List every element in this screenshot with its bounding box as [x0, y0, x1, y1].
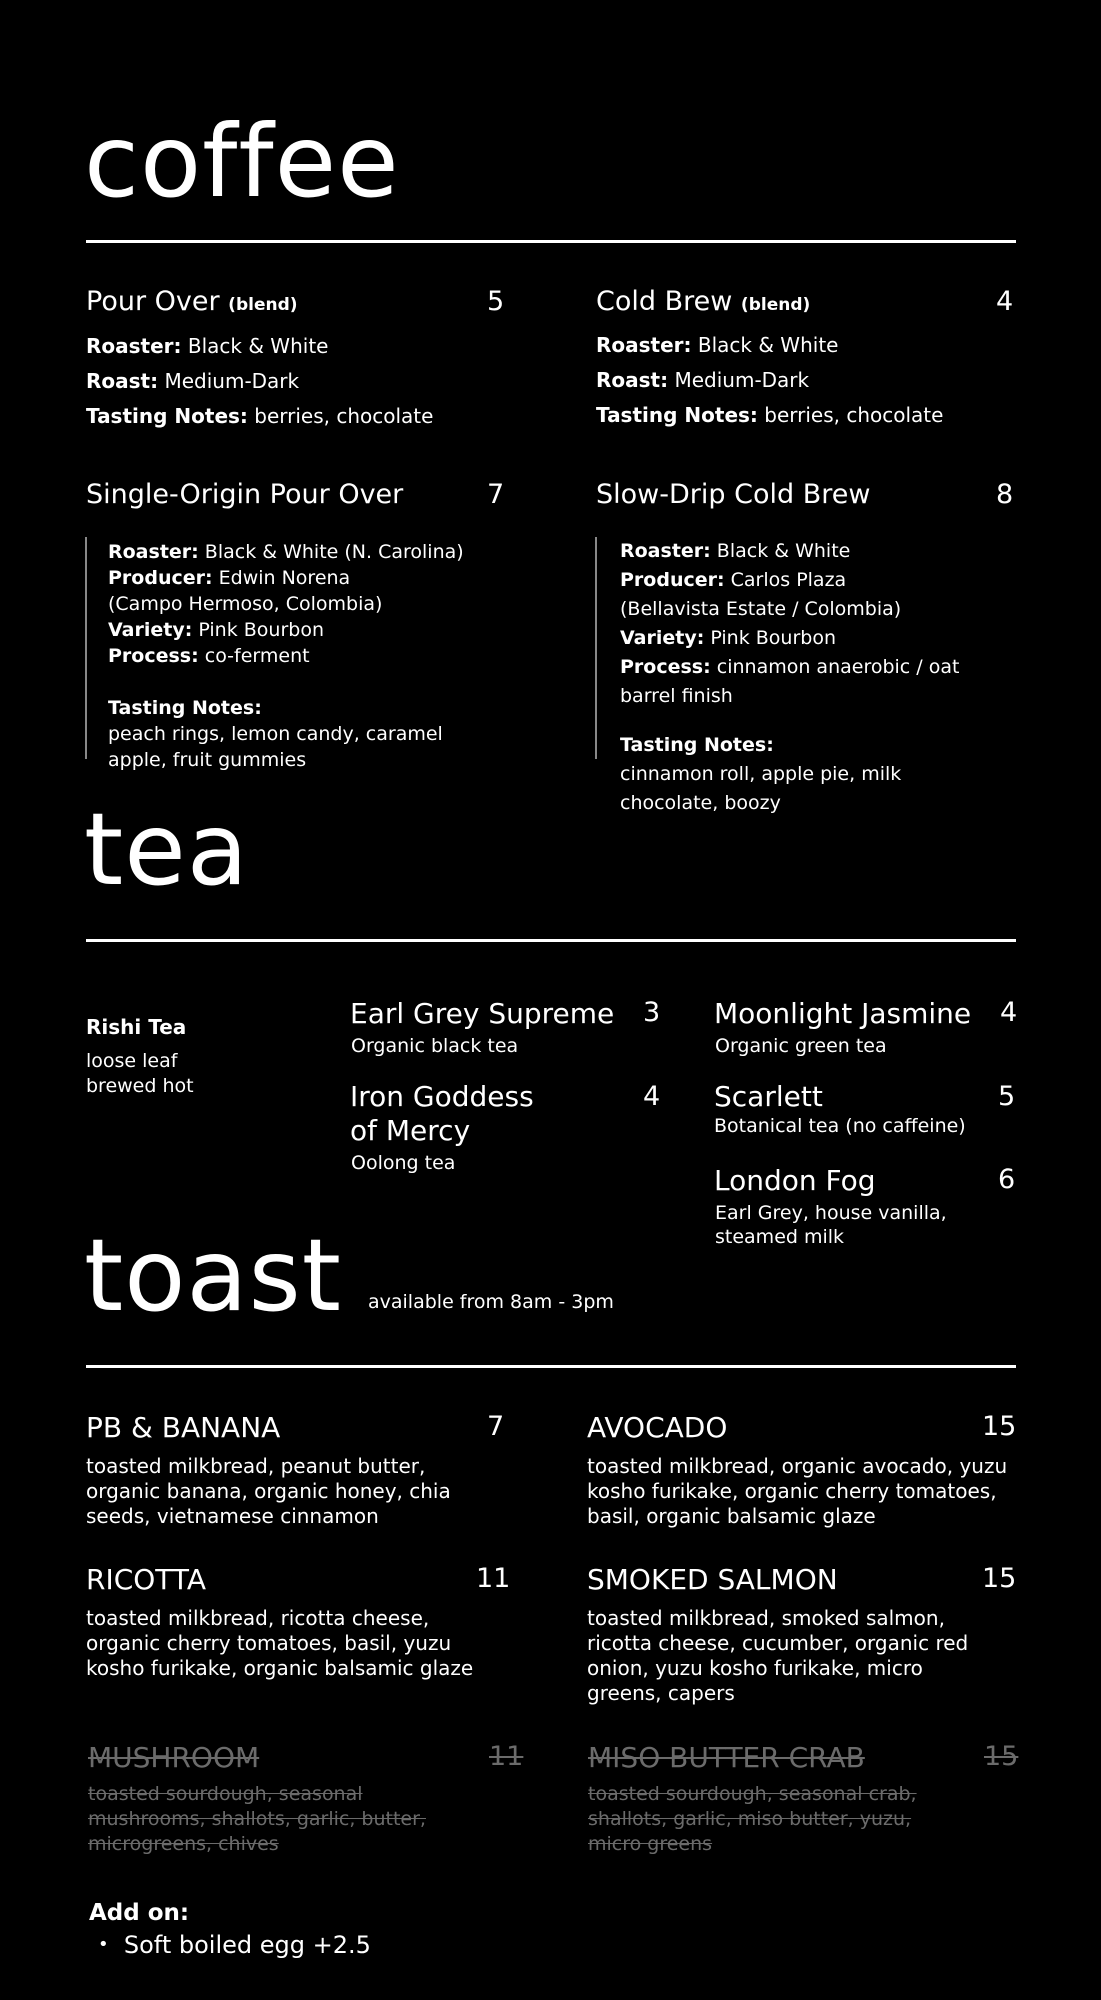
menu-item-name: Cold Brew (blend) — [596, 286, 811, 317]
toast-item-desc-unavailable: toasted sourdough, seasonal crab, shallots, garlic, miso butter, yuzu, micro greens — [588, 1783, 917, 1855]
tea-item-name: Iron Goddess of Mercy — [350, 1080, 534, 1147]
toast-item-desc: toasted milkbread, smoked salmon, ricotta cheese, cucumber, organic red onion, yuzu kosho furikake, micro greens, capers — [587, 1606, 969, 1705]
tea-item-name: Moonlight Jasmine — [714, 997, 972, 1030]
menu-item-price: 8 — [996, 479, 1014, 510]
origin-details-panel: Roaster: Black & White (N. Carolina) Producer: Edwin Norena (Campo Hermoso, Colombia) Variety: Pink Bourbon Process: co-ferment Tasting Notes: peach rings, lemon candy, caramel apple, fruit gummies — [85, 537, 528, 759]
toast-item-name: AVOCADO — [587, 1411, 728, 1444]
tea-item-price: 4 — [1000, 997, 1018, 1028]
toast-item-desc: toasted milkbread, ricotta cheese, organic cherry tomatoes, basil, yuzu kosho furikake, organic balsamic glaze — [86, 1606, 474, 1680]
addon-list — [98, 1931, 371, 1959]
menu-item-price: 7 — [487, 479, 505, 510]
tea-item-desc: Organic black tea — [351, 1035, 519, 1057]
toast-item-desc: toasted milkbread, organic avocado, yuzu kosho furikake, organic cherry tomatoes, basil, organic balsamic glaze — [587, 1454, 1008, 1528]
toast-item-name: RICOTTA — [86, 1563, 206, 1596]
toast-item-price-unavailable: 11 — [489, 1741, 524, 1772]
toast-item-price: 15 — [982, 1411, 1017, 1442]
toast-section-title: toast — [84, 1217, 342, 1334]
tea-divider — [86, 939, 1016, 942]
tea-item-name: Scarlett — [714, 1080, 823, 1113]
toast-item-desc: toasted milkbread, peanut butter, organic banana, organic honey, chia seeds, vietnamese cinnamon — [86, 1454, 451, 1528]
menu-item-details: Roaster: Black & White Roast: Medium-Dark Tasting Notes: berries, chocolate — [86, 334, 434, 428]
tea-section-title: tea — [84, 791, 250, 908]
coffee-divider — [86, 240, 1016, 243]
toast-item-desc-unavailable: toasted sourdough, seasonal mushrooms, shallots, garlic, butter, microgreens, chives — [88, 1783, 426, 1855]
toast-item-price: 11 — [476, 1563, 511, 1594]
toast-item-name-unavailable: MISO BUTTER CRAB — [588, 1741, 865, 1774]
toast-item-name-unavailable: MUSHROOM — [88, 1741, 260, 1774]
coffee-section-title: coffee — [84, 103, 400, 220]
menu-item-name: Slow-Drip Cold Brew — [596, 479, 871, 510]
tea-item-price: 3 — [643, 997, 661, 1028]
tea-item-desc: Earl Grey, house vanilla, steamed milk — [715, 1202, 947, 1248]
tea-item-name: London Fog — [714, 1164, 876, 1197]
tea-item-desc: Oolong tea — [351, 1152, 456, 1174]
toast-item-price: 7 — [487, 1411, 505, 1442]
menu-item-price: 5 — [487, 286, 505, 317]
tea-item-name: Earl Grey Supreme — [350, 997, 615, 1030]
tea-item-price: 4 — [643, 1081, 661, 1112]
menu-item-name: Pour Over (blend) — [86, 286, 298, 317]
origin-details-panel: Roaster: Black & White Producer: Carlos Plaza (Bellavista Estate / Colombia) Variety: Pink Bourbon Process: cinnamon anaerobic / oat barrel finish Tasting Notes: cinnamon roll, apple pie, milk chocolate, boozy — [595, 537, 1040, 759]
menu-item-details: Roaster: Black & White Roast: Medium-Dark Tasting Notes: berries, chocolate — [596, 333, 944, 427]
toast-item-name: PB & BANANA — [86, 1411, 281, 1444]
tea-item-desc: Organic green tea — [715, 1035, 887, 1057]
bullet-icon: • — [98, 1934, 109, 1955]
toast-item-name: SMOKED SALMON — [587, 1563, 838, 1596]
addon-item: Soft boiled egg +2.5 — [123, 1931, 371, 1959]
tea-brand: Rishi Tea loose leaf brewed hot — [86, 1015, 194, 1097]
tea-item-price: 6 — [998, 1164, 1016, 1195]
tea-item-price: 5 — [998, 1081, 1016, 1112]
toast-item-price-unavailable: 15 — [984, 1741, 1019, 1772]
menu-item-name: Single-Origin Pour Over — [86, 479, 404, 510]
toast-item-price: 15 — [982, 1563, 1017, 1594]
toast-divider — [86, 1365, 1016, 1368]
tea-item-desc: Botanical tea (no caffeine) — [714, 1115, 966, 1137]
addon-title: Add on: — [89, 1900, 190, 1926]
toast-availability: available from 8am - 3pm — [368, 1291, 614, 1313]
menu-item-price: 4 — [996, 286, 1014, 317]
